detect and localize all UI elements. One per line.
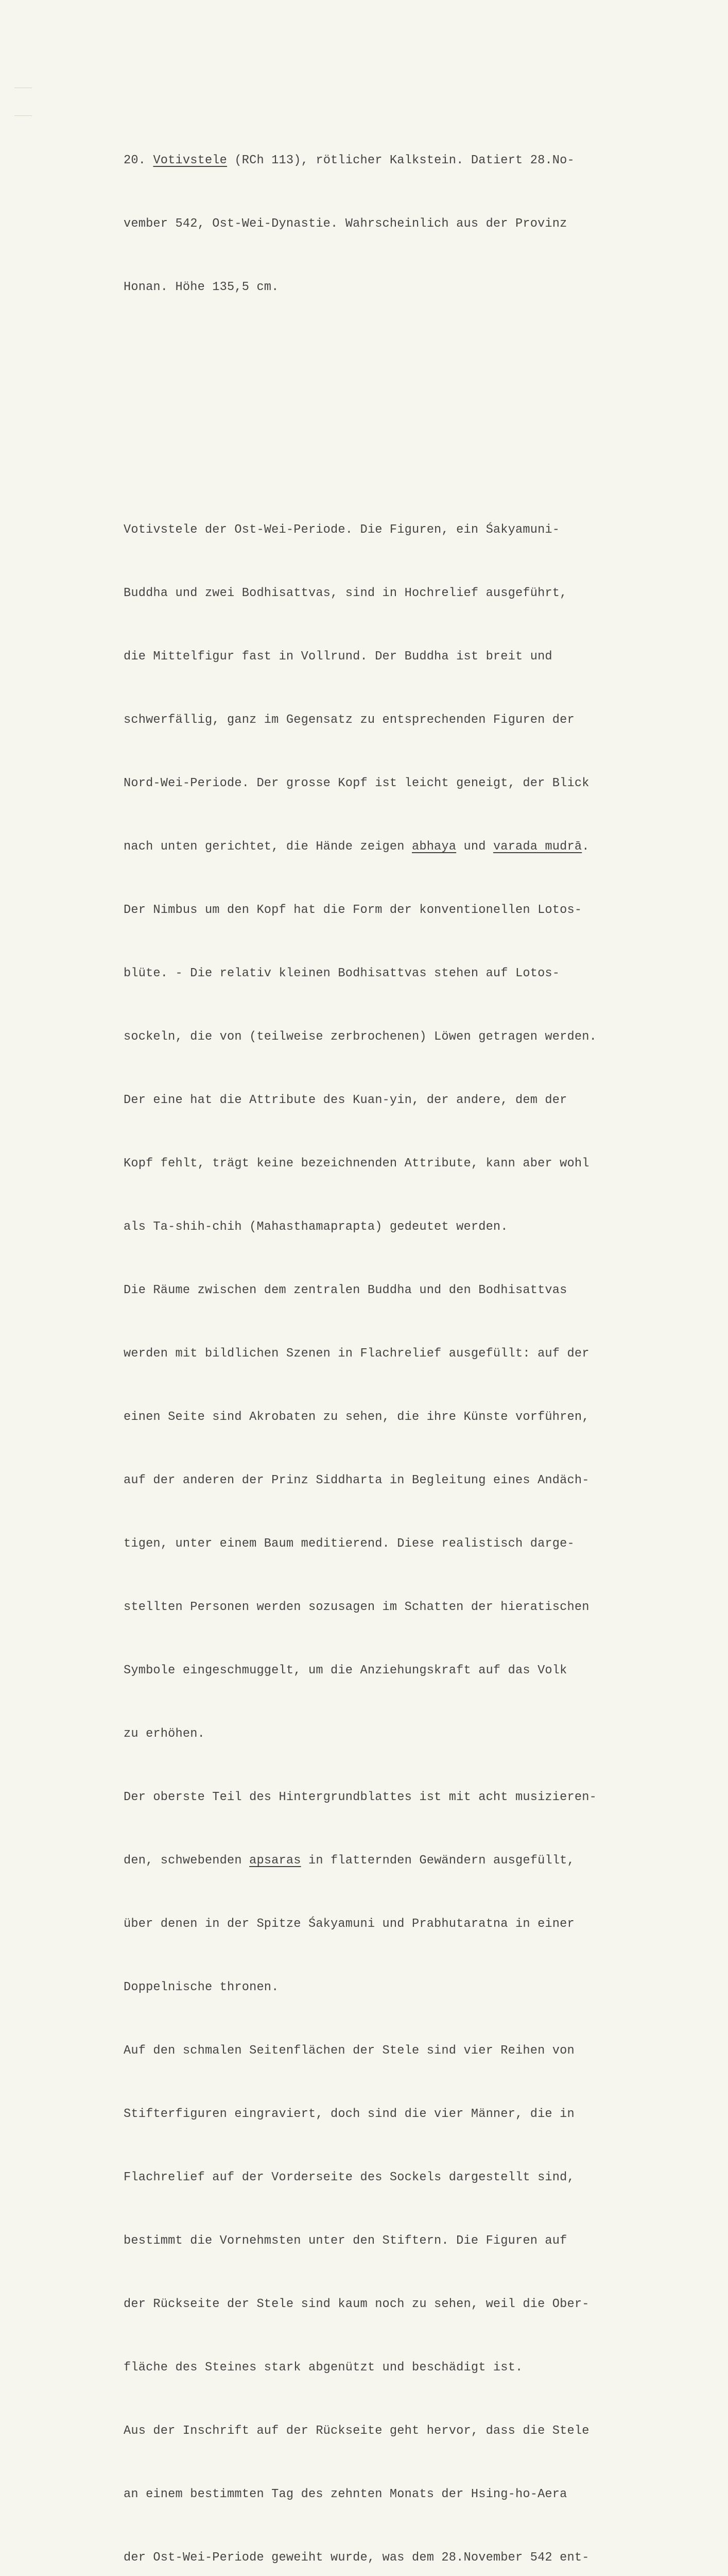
underlined-term: abhaya — [411, 840, 457, 854]
body-line: als Ta-shih-chih (Mahasthamaprapta) gedeutet werden. — [124, 1220, 508, 1234]
header-line: Honan. Höhe 135,5 cm. — [124, 280, 279, 294]
body-line: Stifterfiguren eingraviert, doch sind die vier Männer, die in — [124, 2107, 575, 2121]
body-line: Der eine hat die Attribute des Kuan-yin, der andere, dem der — [124, 1093, 567, 1107]
body-line: die Mittelfigur fast in Vollrund. Der Buddha ist breit und — [124, 650, 552, 664]
body-line: werden mit bildlichen Szenen in Flachrelief ausgefüllt: auf der — [124, 1347, 590, 1361]
body-line: tigen, unter einem Baum meditierend. Diese realistisch darge- — [124, 1537, 575, 1551]
header-line: 20. Votivstele (RCh 113), rötlicher Kalkstein. Datiert 28.No- — [124, 154, 575, 167]
header-line: vember 542, Ost-Wei-Dynastie. Wahrscheinlich aus der Provinz — [124, 217, 567, 231]
body-line: Votivstele der Ost-Wei-Periode. Die Figuren, ein Śakyamuni- — [124, 523, 560, 537]
body-line: Aus der Inschrift auf der Rückseite geht hervor, dass die Stele — [124, 2424, 590, 2438]
body-line: an einem bestimmten Tag des zehnten Monats der Hsing-ho-Aera — [124, 2487, 567, 2501]
body-line: der Rückseite der Stele sind kaum noch zu sehen, weil die Ober- — [124, 2297, 590, 2311]
body-line: Nord-Wei-Periode. Der grosse Kopf ist leicht geneigt, der Blick — [124, 776, 590, 790]
document-text — [124, 65, 705, 2576]
body-line: Flachrelief auf der Vorderseite des Sockels dargestellt sind, — [124, 2171, 575, 2184]
body-line: sockeln, die von (teilweise zerbrochenen) Löwen getragen werden. — [124, 1030, 597, 1044]
body-line: Kopf fehlt, trägt keine bezeichnenden Attribute, kann aber wohl — [124, 1157, 590, 1171]
document-body — [124, 477, 705, 2576]
body-line: schwerfällig, ganz im Gegensatz zu entsprechenden Figuren der — [124, 713, 575, 727]
underlined-term: apsaras — [249, 1854, 301, 1868]
body-line: blüte. - Die relativ kleinen Bodhisattvas stehen auf Lotos- — [124, 967, 560, 980]
body-line: den, schwebenden apsaras in flatternden Gewändern ausgefüllt, — [124, 1854, 575, 1868]
body-line: nach unten gerichtet, die Hände zeigen abhaya und varada mudrā. — [124, 840, 590, 854]
body-line: auf der anderen der Prinz Siddharta in Begleitung eines Andäch- — [124, 1473, 590, 1487]
body-line: Doppelnische thronen. — [124, 1980, 279, 1994]
body-line: einen Seite sind Akrobaten zu sehen, die ihre Künste vorführen, — [124, 1410, 590, 1424]
body-line: Buddha und zwei Bodhisattvas, sind in Hochrelief ausgeführt, — [124, 586, 567, 600]
body-line: Symbole eingeschmuggelt, um die Anziehungskraft auf das Volk — [124, 1664, 567, 1677]
body-line: stellten Personen werden sozusagen im Schatten der hieratischen — [124, 1600, 590, 1614]
body-line: fläche des Steines stark abgenützt und beschädigt ist. — [124, 2361, 523, 2375]
body-line: der Ost-Wei-Periode geweiht wurde, was dem 28.November 542 ent- — [124, 2551, 590, 2565]
body-line: zu erhöhen. — [124, 1727, 205, 1741]
underlined-term: varada mudrā — [493, 840, 582, 854]
body-line: über denen in der Spitze Śakyamuni und Prabhutaratna in einer — [124, 1917, 575, 1931]
underlined-term: Votivstele — [153, 154, 228, 167]
paragraph-gap — [124, 403, 705, 414]
document-header — [124, 108, 705, 340]
body-line: Der oberste Teil des Hintergrundblattes ist mit acht musizieren- — [124, 1790, 597, 1804]
left-edge-mark — [14, 115, 32, 116]
body-line: Auf den schmalen Seitenflächen der Stele sind vier Reihen von — [124, 2044, 575, 2058]
body-line: Die Räume zwischen dem zentralen Buddha und den Bodhisattvas — [124, 1283, 567, 1297]
body-line: Der Nimbus um den Kopf hat die Form der konventionellen Lotos- — [124, 903, 582, 917]
body-line: bestimmt die Vornehmsten unter den Stiftern. Die Figuren auf — [124, 2234, 567, 2248]
